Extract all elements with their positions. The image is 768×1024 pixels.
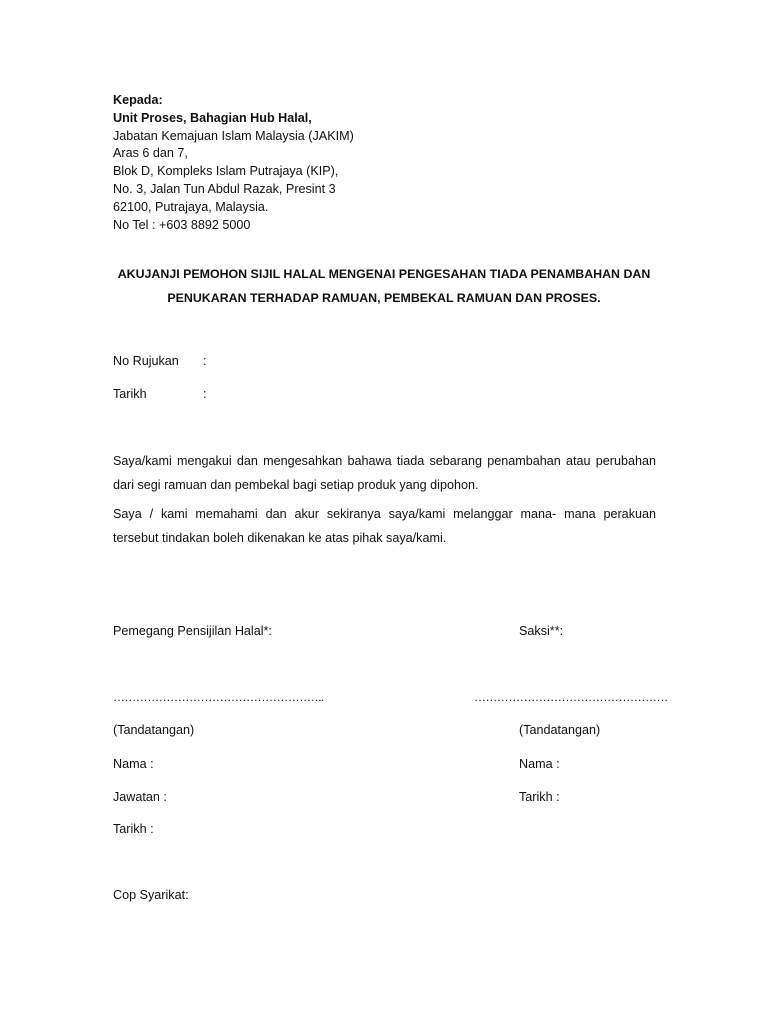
holder-heading: Pemegang Pensijilan Halal*: <box>113 624 272 638</box>
recipient-heading: Kepada: <box>113 93 163 107</box>
recipient-address <box>113 92 354 234</box>
declaration-paragraph-1: Saya/kami mengakui dan mengesahkan bahawa tiada sebarang penambahan atau perubahan dari segi ramuan dan pembekal bagi setiap produk yang dipohon. <box>113 454 656 492</box>
recipient-phone: No Tel : +603 8892 5000 <box>113 217 251 232</box>
holder-signature-label: (Tandatangan) <box>113 723 195 737</box>
declaration-paragraph-2: Saya / kami memahami dan akur sekiranya saya/kami melanggar mana- mana perakuan tersebut tindakan boleh dikenakan ke atas pihak saya/kami. <box>113 507 656 545</box>
company-stamp-label: Cop Syarikat: <box>113 888 189 902</box>
recipient-building: Blok D, Kompleks Islam Putrajaya (KIP), <box>113 164 339 179</box>
holder-signature-line: ……………………………………………….. <box>113 690 324 704</box>
no-rujukan-colon: : <box>203 354 207 368</box>
witness-name-label: Nama : <box>519 757 560 771</box>
tarikh-field-colon: : <box>203 387 207 401</box>
witness-signature-line: …………………………………………… <box>474 690 668 704</box>
holder-name-label: Nama : <box>113 757 154 771</box>
document-title-line-1: AKUJANJI PEMOHON SIJIL HALAL MENGENAI PENGESAHAN TIADA PENAMBAHAN DAN <box>117 267 651 281</box>
holder-position-label: Jawatan : <box>113 790 167 804</box>
recipient-street: No. 3, Jalan Tun Abdul Razak, Presint 3 <box>113 181 336 196</box>
witness-signature-label: (Tandatangan) <box>519 723 601 737</box>
no-rujukan-label: No Rujukan <box>113 354 179 368</box>
document-title-line-2: PENUKARAN TERHADAP RAMUAN, PEMBEKAL RAMUAN DAN PROSES. <box>167 291 601 305</box>
tarikh-field-label: Tarikh <box>113 387 147 401</box>
witness-heading: Saksi**: <box>519 624 564 638</box>
recipient-postcode: 62100, Putrajaya, Malaysia. <box>113 199 269 214</box>
holder-date-label: Tarikh : <box>113 822 154 836</box>
witness-date-label: Tarikh : <box>519 790 560 804</box>
recipient-unit: Unit Proses, Bahagian Hub Halal, <box>113 110 312 125</box>
recipient-floor: Aras 6 dan 7, <box>113 146 188 161</box>
recipient-department: Jabatan Kemajuan Islam Malaysia (JAKIM) <box>113 128 354 143</box>
